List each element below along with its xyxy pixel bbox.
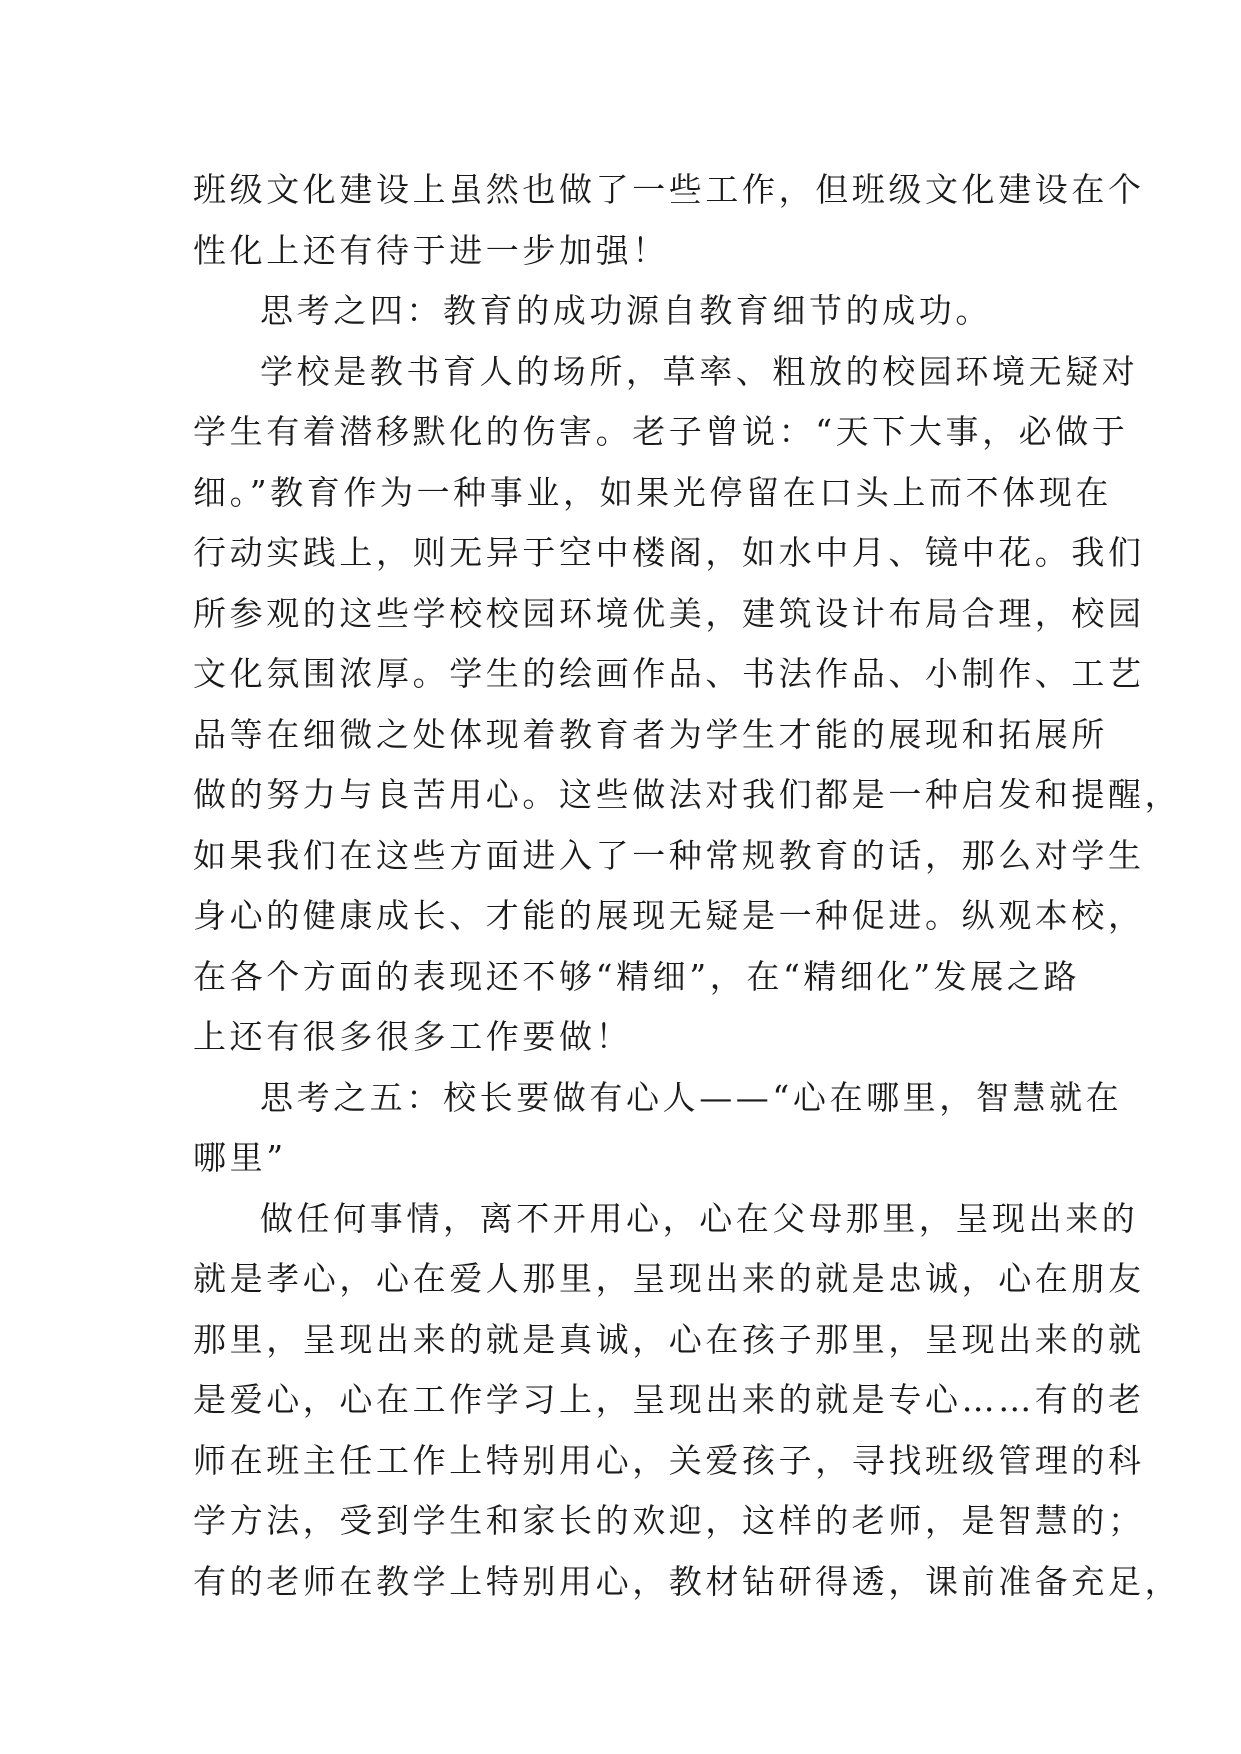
- text-line: 有的老师在教学上特别用心，教材钻研得透，课前准备充足，: [193, 1561, 1182, 1601]
- text-line: 做的努力与良苦用心。这些做法对我们都是一种启发和提醒，: [193, 775, 1182, 814]
- document-body: [193, 160, 1182, 1612]
- text-line: 是爱心，心在工作学习上，呈现出来的就是专心……有的老: [193, 1380, 1145, 1419]
- text-line: 哪里”: [193, 1138, 287, 1177]
- text-line: 师在班主任工作上特别用心，关爱孩子，寻找班级管理的科: [193, 1440, 1145, 1480]
- text-line: 所参观的这些学校校园环境优美，建筑设计布局合理，校园: [193, 593, 1145, 633]
- text-line: 学生有着潜移默化的伤害。老子曾说：“天下大事，必做于: [193, 412, 1129, 451]
- section-heading: 思考之五：校长要做有心人——“心在哪里，智慧就在: [260, 1077, 1123, 1117]
- text-line: 班级文化建设上虽然也做了一些工作，但班级文化建设在个: [193, 170, 1145, 209]
- text-line: 那里，呈现出来的就是真诚，心在孩子那里，呈现出来的就: [193, 1319, 1145, 1359]
- text-line: 行动实践上，则无异于空中楼阁，如水中月、镜中花。我们: [193, 533, 1145, 572]
- text-line: 学校是教书育人的场所，草率、粗放的校园环境无疑对: [260, 351, 1139, 391]
- text-line: 如果我们在这些方面进入了一种常规教育的话，那么对学生: [193, 835, 1145, 875]
- text-line: 细。”教育作为一种事业，如果光停留在口头上而不体现在: [193, 472, 1112, 512]
- text-line: 做任何事情，离不开用心，心在父母那里，呈现出来的: [260, 1198, 1139, 1238]
- text-line: 品等在细微之处体现着教育者为学生才能的展现和拓展所: [193, 714, 1108, 754]
- text-line: 在各个方面的表现还不够“精细”，在“精细化”发展之路: [193, 956, 1081, 996]
- section-heading: 思考之四：教育的成功源自教育细节的成功。: [260, 291, 992, 330]
- text-line: 学方法，受到学生和家长的欢迎，这样的老师，是智慧的；: [193, 1501, 1145, 1540]
- text-line: 身心的健康成长、才能的展现无疑是一种促进。纵观本校，: [193, 896, 1145, 935]
- text-line: 就是孝心，心在爱人那里，呈现出来的就是忠诚，心在朋友: [193, 1259, 1145, 1298]
- text-line: 文化氛围浓厚。学生的绘画作品、书法作品、小制作、工艺: [193, 654, 1145, 693]
- text-line: 性化上还有待于进一步加强！: [193, 230, 669, 270]
- text-line: 上还有很多很多工作要做！: [193, 1017, 633, 1056]
